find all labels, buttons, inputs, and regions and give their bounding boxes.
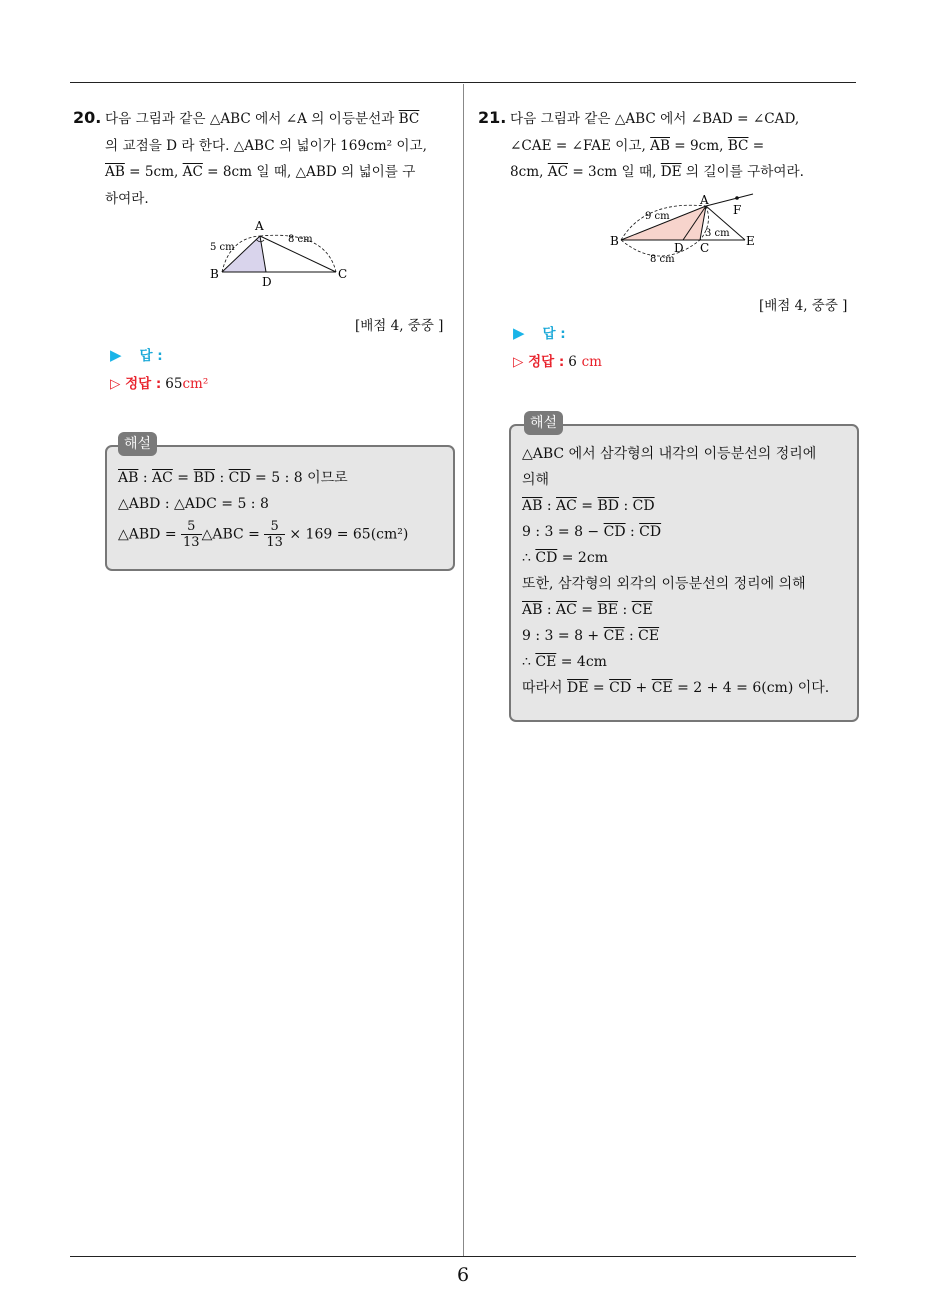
text: △ABC = [201, 526, 265, 543]
correct-answer-row [513, 350, 602, 370]
solution-tag: 해설 [118, 432, 157, 456]
label-ab-length: 5 cm [210, 242, 235, 253]
text: + [631, 680, 652, 696]
segment: $\overline{AB}$ [118, 470, 139, 486]
hollow-triangle-icon: ▷ [110, 376, 121, 392]
segment: $\overline{CE}$ [631, 602, 653, 618]
solution-line [522, 519, 852, 545]
text: = 5 : 8 이므로 [250, 470, 348, 486]
label-d: D [674, 241, 684, 255]
text: : [215, 470, 229, 486]
text: 9 : 3 = 8 + [522, 628, 604, 644]
solution-line: 또한, 삼각형의 외각의 이등분선의 정리에 의해 [522, 576, 806, 592]
answer-row [110, 344, 163, 364]
text: = 2 + 4 = 6(cm) 이다. [672, 680, 830, 696]
question-text [105, 106, 457, 212]
question-number: 20. [73, 108, 102, 127]
segment: $\overline{CD}$ [228, 470, 251, 486]
label-a: A [700, 193, 709, 207]
text: 8cm, [510, 164, 548, 180]
solution-line: △ABC 에서 삼각형의 내각의 이등분선의 정리에 [522, 446, 817, 462]
fraction [264, 519, 285, 550]
text: : [624, 628, 639, 644]
solution-line [522, 493, 852, 519]
text: 9 : 3 = 8 − [522, 524, 604, 540]
correct-unit: cm² [182, 376, 209, 392]
label-ac-length: 3 cm [705, 228, 730, 239]
solution-text [118, 465, 448, 550]
segment: $\overline{CE}$ [603, 628, 625, 644]
text: = [576, 498, 598, 514]
play-triangle-icon: ▶ [513, 324, 525, 342]
denominator: 13 [266, 535, 283, 550]
text: ∴ [522, 654, 536, 670]
text: 의 교점을 D 라 한다. △ABC 의 넓이가 169cm² 이고, [105, 137, 427, 154]
text: = 9cm, [669, 137, 728, 154]
segment: $\overline{BE}$ [597, 602, 619, 618]
answer-label: 답 : [139, 348, 163, 364]
column-divider [463, 84, 464, 1256]
segment: $\overline{AC}$ [152, 470, 173, 486]
point-f [735, 196, 739, 200]
solution-line [522, 597, 852, 623]
question-text [510, 106, 860, 186]
segment: $\overline{CE}$ [535, 654, 557, 670]
fraction [181, 519, 202, 550]
text: = 2cm [557, 550, 608, 566]
text: : [542, 498, 557, 514]
text: 다음 그림과 같은 △ABC 에서 ∠A 의 이등분선과 [105, 111, 399, 127]
segment: $\overline{BC}$ [727, 137, 749, 154]
question-number: 21. [478, 108, 507, 127]
text: 따라서 [522, 680, 568, 696]
segment: $\overline{AB}$ [522, 498, 543, 514]
solution-line [118, 519, 448, 550]
text: = 8cm 일 때, △ABD 의 넓이를 구 [202, 164, 416, 180]
segment: $\overline{BC}$ [398, 111, 420, 127]
correct-label: 정답 : [125, 376, 162, 392]
text: △ABD = [118, 526, 182, 543]
question-line [105, 159, 457, 186]
segment: $\overline{AC}$ [182, 164, 203, 180]
segment: $\overline{DE}$ [567, 680, 589, 696]
text: : [542, 602, 557, 618]
denominator: 13 [183, 535, 200, 550]
text: × 169 = 65(cm²) [284, 526, 409, 543]
segment: $\overline{AC}$ [547, 164, 569, 180]
segment: $\overline{CD}$ [639, 524, 662, 540]
question-line [510, 133, 860, 160]
solution-line [522, 623, 852, 649]
correct-unit: cm [581, 354, 602, 370]
segment: $\overline{CE}$ [651, 680, 673, 696]
solution-line: 의해 [522, 472, 550, 488]
segment: $\overline{BD}$ [193, 470, 216, 486]
segment: $\overline{AB}$ [105, 164, 125, 180]
correct-answer-row [110, 372, 208, 392]
solution-line [522, 675, 852, 701]
segment: $\overline{AC}$ [556, 602, 577, 618]
label-c: C [338, 267, 348, 281]
segment: $\overline{CD}$ [535, 550, 558, 566]
correct-value: 6 [568, 354, 577, 370]
triangle-figure-20 [200, 214, 360, 294]
label-d: D [262, 275, 272, 289]
text: : [625, 524, 640, 540]
segment: $\overline{CD}$ [603, 524, 626, 540]
text: = 5cm, [124, 164, 183, 180]
label-b: B [210, 267, 219, 281]
question-line [105, 133, 457, 160]
numerator: 5 [181, 519, 202, 535]
label-bc-length: 8 cm [650, 254, 675, 265]
label-ac-length: 8 cm [288, 234, 313, 245]
solution-text [522, 441, 852, 701]
text: = [172, 470, 194, 486]
page-number: 6 [456, 1264, 470, 1286]
extension-af [706, 194, 753, 206]
label-f: F [733, 203, 742, 217]
label-a: A [255, 219, 264, 233]
triangle-figure-21 [605, 192, 765, 268]
text: : [138, 470, 153, 486]
answer-label: 답 : [542, 326, 566, 342]
segment: $\overline{AC}$ [556, 498, 577, 514]
text: 하여라. [105, 190, 149, 207]
text: 의 길이를 구하여라. [681, 164, 804, 180]
points-label: [배점 4, 중중 ] [759, 298, 848, 314]
top-rule [70, 82, 856, 83]
label-c: C [700, 241, 710, 255]
text: = 3cm 일 때, [568, 164, 661, 180]
play-triangle-icon: ▶ [110, 346, 122, 364]
text: : [619, 498, 633, 514]
segment: $\overline{CD}$ [632, 498, 655, 514]
hollow-triangle-icon: ▷ [513, 354, 524, 370]
answer-row [513, 322, 566, 342]
solution-tag: 해설 [524, 411, 563, 435]
text: ∴ [522, 550, 536, 566]
bottom-rule [70, 1256, 856, 1257]
text: = [576, 602, 598, 618]
text: ∠CAE = ∠FAE 이고, [510, 137, 651, 154]
text: : [618, 602, 632, 618]
solution-line [522, 545, 852, 571]
solution-line [118, 465, 448, 491]
text: 다음 그림과 같은 △ABC 에서 ∠BAD = ∠CAD, [510, 111, 800, 127]
question-line [105, 186, 457, 213]
question-line [105, 106, 457, 133]
text: = 4cm [556, 654, 607, 670]
numerator: 5 [264, 519, 285, 535]
question-line [510, 106, 860, 133]
segment: $\overline{AB}$ [650, 137, 670, 154]
segment: $\overline{DE}$ [660, 164, 682, 180]
points-label: [배점 4, 중중 ] [355, 318, 444, 334]
segment: $\overline{AB}$ [522, 602, 543, 618]
label-ab-length: 9 cm [645, 211, 670, 222]
correct-value: 65 [165, 376, 183, 392]
segment: $\overline{CD}$ [609, 680, 632, 696]
correct-label: 정답 : [528, 354, 565, 370]
label-b: B [610, 234, 619, 248]
text: = [588, 680, 610, 696]
label-e: E [746, 234, 755, 248]
segment: $\overline{CE}$ [638, 628, 660, 644]
solution-line: △ABD : △ADC = 5 : 8 [118, 496, 269, 512]
text: = [748, 137, 765, 154]
segment: $\overline{BD}$ [597, 498, 620, 514]
question-line [510, 159, 860, 186]
solution-line [522, 649, 852, 675]
